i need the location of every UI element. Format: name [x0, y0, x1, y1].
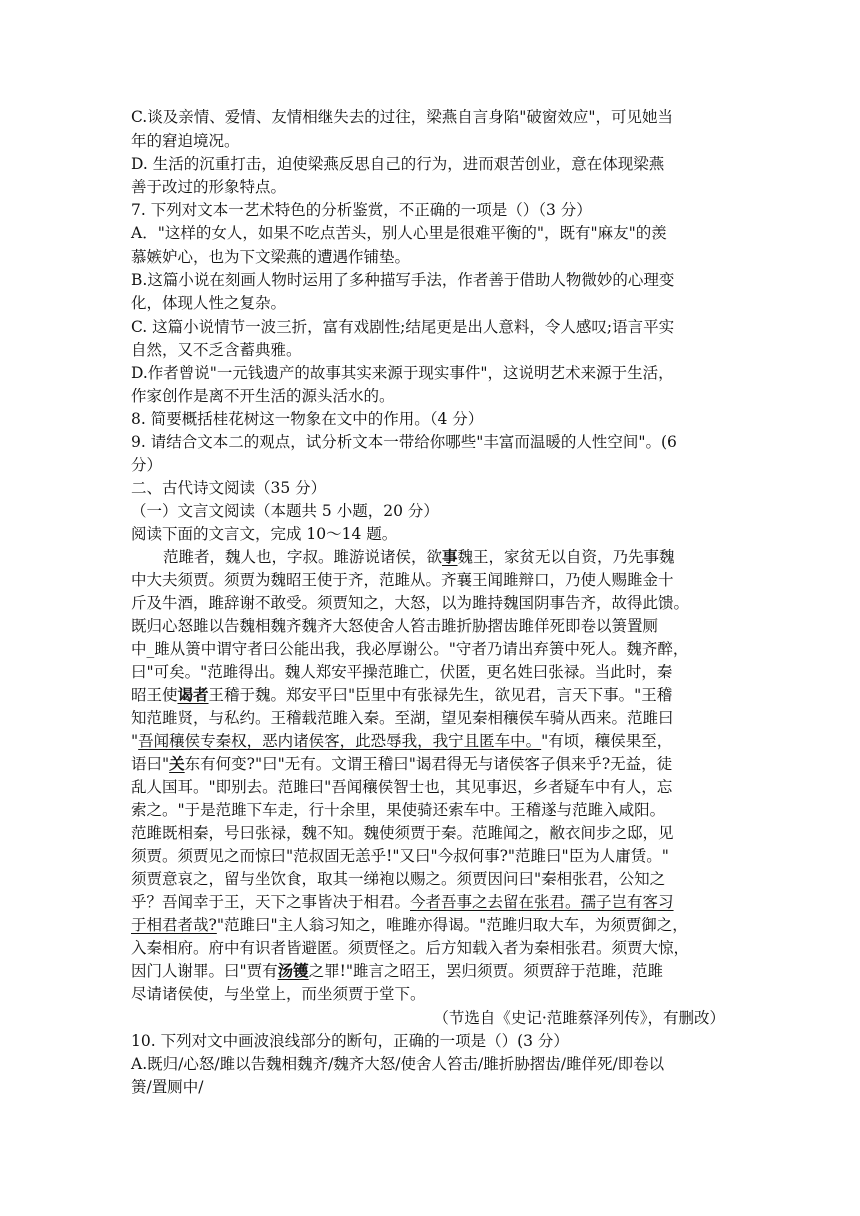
option-c-line1: C.谈及亲情、爱情、友情相继失去的过往，梁燕自言身陷"破窗效应"，可见她当 — [131, 108, 673, 126]
question-9-line2: 分） — [131, 456, 163, 474]
passage-line: 范雎既相秦，号曰张禄，魏不知。魏使须贾于秦。范雎闻之，敝衣间步之邸，见 — [131, 824, 674, 842]
passage-line: 范雎者，魏人也，字叔。雎游说诸侯，欲事魏王，家贫无以自资，乃先事魏 — [163, 547, 675, 566]
passage-line: 入秦相府。府中有识者皆避匿。须贾怪之。后方知载入者为秦相张君。须贾大惊， — [131, 939, 690, 957]
q7-option-b-line2: 化，体现人性之复杂。 — [131, 294, 287, 312]
question-7: 7. 下列对文本一艺术特色的分析鉴赏，不正确的一项是（）（3 分） — [131, 201, 592, 219]
q7-option-d-line1: D.作者曾说"一元钱遗产的故事其实来源于现实事件"，这说明艺术来源于生活， — [131, 364, 674, 382]
passage-line: 须贾意哀之，留与坐饮食，取其一绨袍以赐之。须贾因问曰"秦相张君，公知之 — [131, 870, 666, 888]
q7-option-a-line1: A．"这样的女人，如果不吃点苦头，别人心里是很难平衡的"，既有"麻友"的羡 — [131, 224, 667, 242]
passage-line: 斤及牛酒，雎辞谢不敢受。须贾知之，大怒，以为雎持魏国阴事告齐，故得此馈。 — [131, 594, 690, 612]
passage-line: 因门人谢罪。曰"贾有汤镬之罪!"雎言之昭王，罢归须贾。须贾辞于范雎，范雎 — [131, 961, 664, 980]
passage-line: 于相君者哉?"范雎曰"主人翁习知之，唯雎亦得谒。"范雎归取大车，为须贾御之， — [131, 916, 688, 934]
q10-option-a-line2: 箦/置厕中/ — [131, 1078, 204, 1096]
passage-line: 昭王使谒者王稽于魏。郑安平曰"臣里中有张禄先生，欲见君，言天下事。"王稽 — [131, 685, 673, 704]
passage-line: 曰"可矣。"范雎得出。魏人郑安平操范雎亡，伏匿，更名姓曰张禄。当此时，秦 — [131, 663, 673, 681]
passage-line: 尽请诸侯使，与坐堂上，而坐须贾于堂下。 — [131, 985, 426, 1003]
passage-line: 乱人国耳。"即别去。范雎曰"吾闻穰侯智士也，其见事迟，乡者疑车中有人，忘 — [131, 778, 673, 796]
question-9-line1: 9. 请结合文本二的观点，试分析文本一带给你哪些"丰富而温暖的人性空间"。(6 — [131, 433, 677, 451]
reading-instruction: 阅读下面的文言文，完成 10～14 题。 — [131, 525, 398, 543]
q7-option-d-line2: 作家创作是离不开生活的源头活水的。 — [131, 387, 395, 405]
passage-line: 须贾。须贾见之而惊曰"范叔固无恙乎!"又曰"今叔何事?"范雎曰"臣为人庸赁。" — [131, 847, 669, 865]
section-heading: 二、古代诗文阅读（35 分） — [131, 479, 327, 497]
passage-line: 索之。"于是范雎下车走，行十余里，果使骑还索车中。王稽遂与范雎入咸阳。 — [131, 801, 666, 819]
source-citation: （节选自《史记·范雎蔡泽列传》，有删改） — [433, 1009, 725, 1027]
q7-option-c-line2: 自然，又不乏含蓄典雅。 — [131, 341, 302, 359]
option-c-line2: 年的窘迫境况。 — [131, 132, 240, 150]
underlined-sentence: 今者吾事之去留在张君。孺子岂有客习 — [410, 893, 674, 911]
passage-line: "吾闻穰侯专秦权，恶内诸侯客，此恐辱我，我宁且匿车中。"有顷，穰侯果至， — [131, 732, 673, 750]
underlined-sentence: 于相君者哉? — [131, 916, 217, 934]
passage-line: 语曰"关东有何变?"曰"无有。文谓王稽曰"谒君得无与诸侯客子俱来乎?无益，徒 — [131, 754, 673, 773]
underlined-sentence: 吾闻穰侯专秦权，恶内诸侯客，此恐辱我，我宁且匿车中。 — [138, 732, 542, 750]
option-d-line2: 善于改过的形象特点。 — [131, 178, 287, 196]
subsection-heading: （一）文言文阅读（本题共 5 小题，20 分） — [131, 502, 439, 520]
passage-line: 乎？吾闻幸于王，天下之事皆决于相君。今者吾事之去留在张君。孺子岂有客习 — [131, 893, 674, 911]
q10-option-a-line1: A.既归/心怒/雎以告魏相魏齐/魏齐大怒/使舍人笞击/雎折胁摺齿/雎佯死/即卷以 — [131, 1055, 665, 1073]
q7-option-a-line2: 慕嫉妒心，也为下文梁燕的遭遇作铺垫。 — [131, 248, 411, 266]
q7-option-b-line1: B.这篇小说在刻画人物时运用了多种描写手法，作者善于借助人物微妙的心理变 — [131, 271, 675, 289]
passage-line: 中_雎从箦中谓守者曰公能出我，我必厚谢公。"守者乃请出弃箦中死人。魏齐醉， — [131, 640, 689, 658]
option-d-line1: D. 生活的沉重打击，迫使梁燕反思自己的行为，进而艰苦创业，意在体现梁燕 — [131, 155, 665, 173]
question-8: 8. 简要概括桂花树这一物象在文中的作用。（4 分） — [131, 410, 484, 428]
question-10: 10. 下列对文中画波浪线部分的断句，正确的一项是（）(3 分） — [131, 1032, 569, 1050]
q7-option-c-line1: C. 这篇小说情节一波三折，富有戏剧性;结尾更是出人意料，令人感叹;语言平实 — [131, 318, 675, 336]
passage-line: 知范雎贤，与私约。王稽载范雎入秦。至湖，望见秦相穰侯车骑从西来。范雎曰 — [131, 709, 674, 727]
passage-line: 中大夫须贾。须贾为魏昭王使于齐，范雎从。齐襄王闻雎辩口，乃使人赐雎金十 — [131, 571, 674, 589]
passage-line: 既归心怒雎以告魏相魏齐魏齐大怒使舍人笞击雎折胁摺齿雎佯死即卷以箦置厕 — [131, 617, 659, 635]
